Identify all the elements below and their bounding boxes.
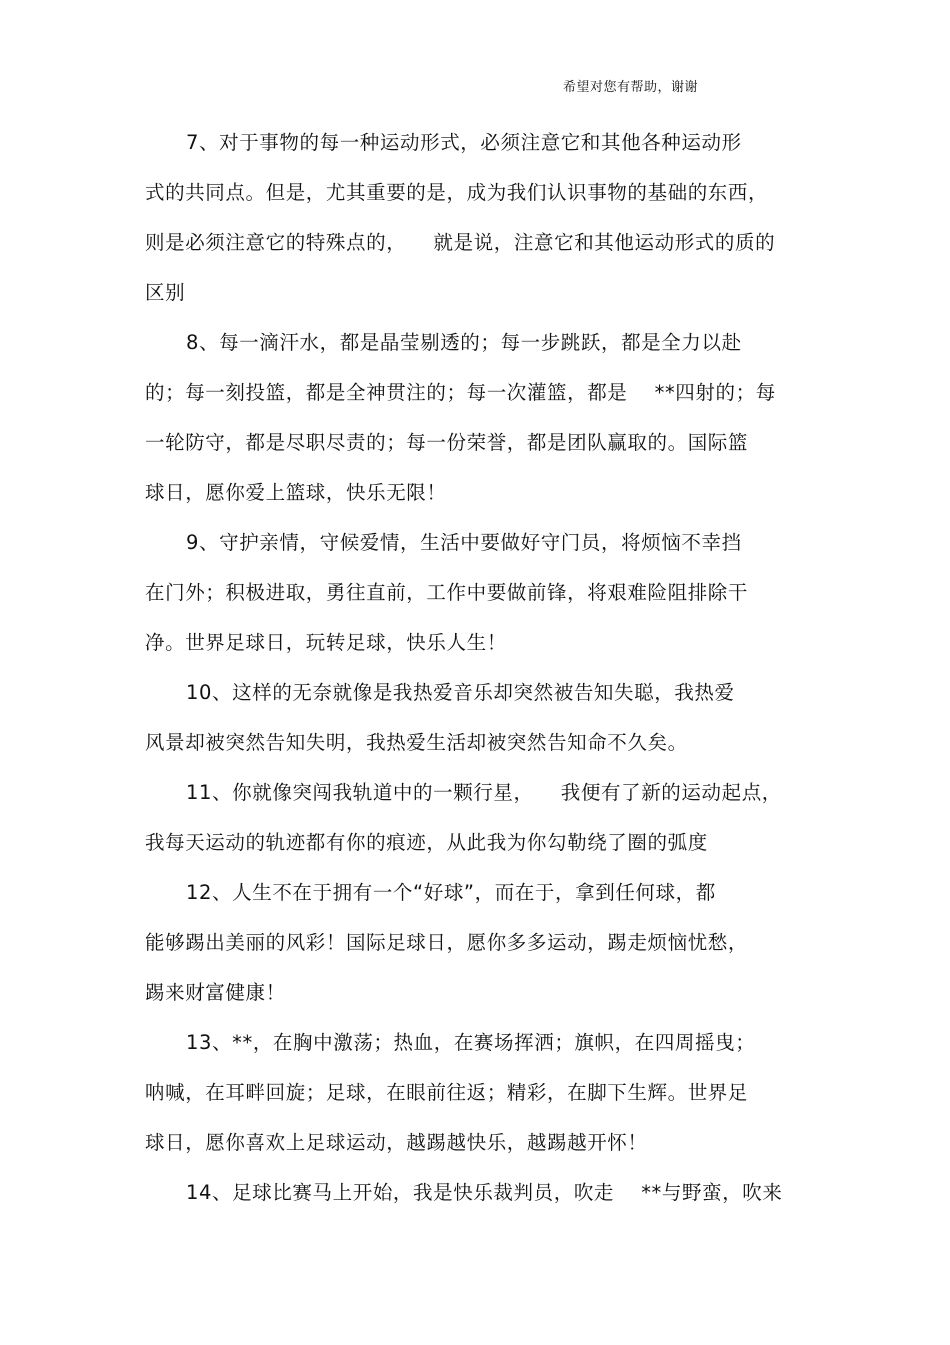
- paragraph-11-line-2: 我每天运动的轨迹都有你的痕迹，从此我为你勾勒绕了圈的弧度: [145, 831, 708, 854]
- paragraph-8-line-2: 的；每一刻投篮，都是全神贯注的；每一次灌篮，都是 **四射的；每: [145, 381, 776, 404]
- paragraph-9-line-2: 在门外；积极进取，勇往直前，工作中要做前锋，将艰难险阻排除干: [145, 581, 749, 604]
- paragraph-12-line-2: 能够踢出美丽的风彩！国际足球日，愿你多多运动，踢走烦恼忧愁，: [145, 931, 749, 954]
- paragraph-7-line-4: 区别: [145, 281, 186, 304]
- paragraph-13-line-1: 13、**，在胸中激荡；热血，在赛场挥洒；旗帜，在四周摇曳；: [186, 1031, 756, 1054]
- paragraph-14-line-1: 14、足球比赛马上开始，我是快乐裁判员，吹走 **与野蛮，吹来: [186, 1181, 783, 1204]
- paragraph-8-line-4: 球日，愿你爱上篮球，快乐无限！: [145, 481, 447, 504]
- paragraph-7-line-3: 则是必须注意它的特殊点的， 就是说，注意它和其他运动形式的质的: [145, 231, 776, 254]
- paragraph-8-line-1: 8、每一滴汗水，都是晶莹剔透的；每一步跳跃，都是全力以赴: [186, 331, 742, 354]
- paragraph-7-line-1: 7、对于事物的每一种运动形式，必须注意它和其他各种运动形: [186, 131, 742, 154]
- paragraph-10-line-1: 10、这样的无奈就像是我热爱音乐却突然被告知失聪，我热爱: [186, 681, 735, 704]
- paragraph-10-line-2: 风景却被突然告知失明，我热爱生活却被突然告知命不久矣。: [145, 731, 688, 754]
- paragraph-7-line-2: 式的共同点。但是，尤其重要的是，成为我们认识事物的基础的东西，: [145, 181, 769, 204]
- paragraph-9-line-1: 9、守护亲情，守候爱情，生活中要做好守门员，将烦恼不幸挡: [186, 531, 742, 554]
- paragraph-12-line-3: 踢来财富健康！: [145, 981, 286, 1004]
- paragraph-13-line-3: 球日，愿你喜欢上足球运动，越踢越快乐，越踢越开怀！: [145, 1131, 648, 1154]
- header-note: 希望对您有帮助，谢谢: [563, 80, 699, 95]
- paragraph-12-line-1: 12、人生不在于拥有一个“好球”，而在于，拿到任何球，都: [186, 881, 716, 904]
- paragraph-13-line-2: 呐喊，在耳畔回旋；足球，在眼前往返；精彩，在脚下生辉。世界足: [145, 1081, 749, 1104]
- paragraph-8-line-3: 一轮防守，都是尽职尽责的；每一份荣誉，都是团队赢取的。国际篮: [145, 431, 749, 454]
- paragraph-11-line-1: 11、你就像突闯我轨道中的一颗行星， 我便有了新的运动起点，: [186, 781, 782, 804]
- paragraph-9-line-3: 净。世界足球日，玩转足球，快乐人生！: [145, 631, 507, 654]
